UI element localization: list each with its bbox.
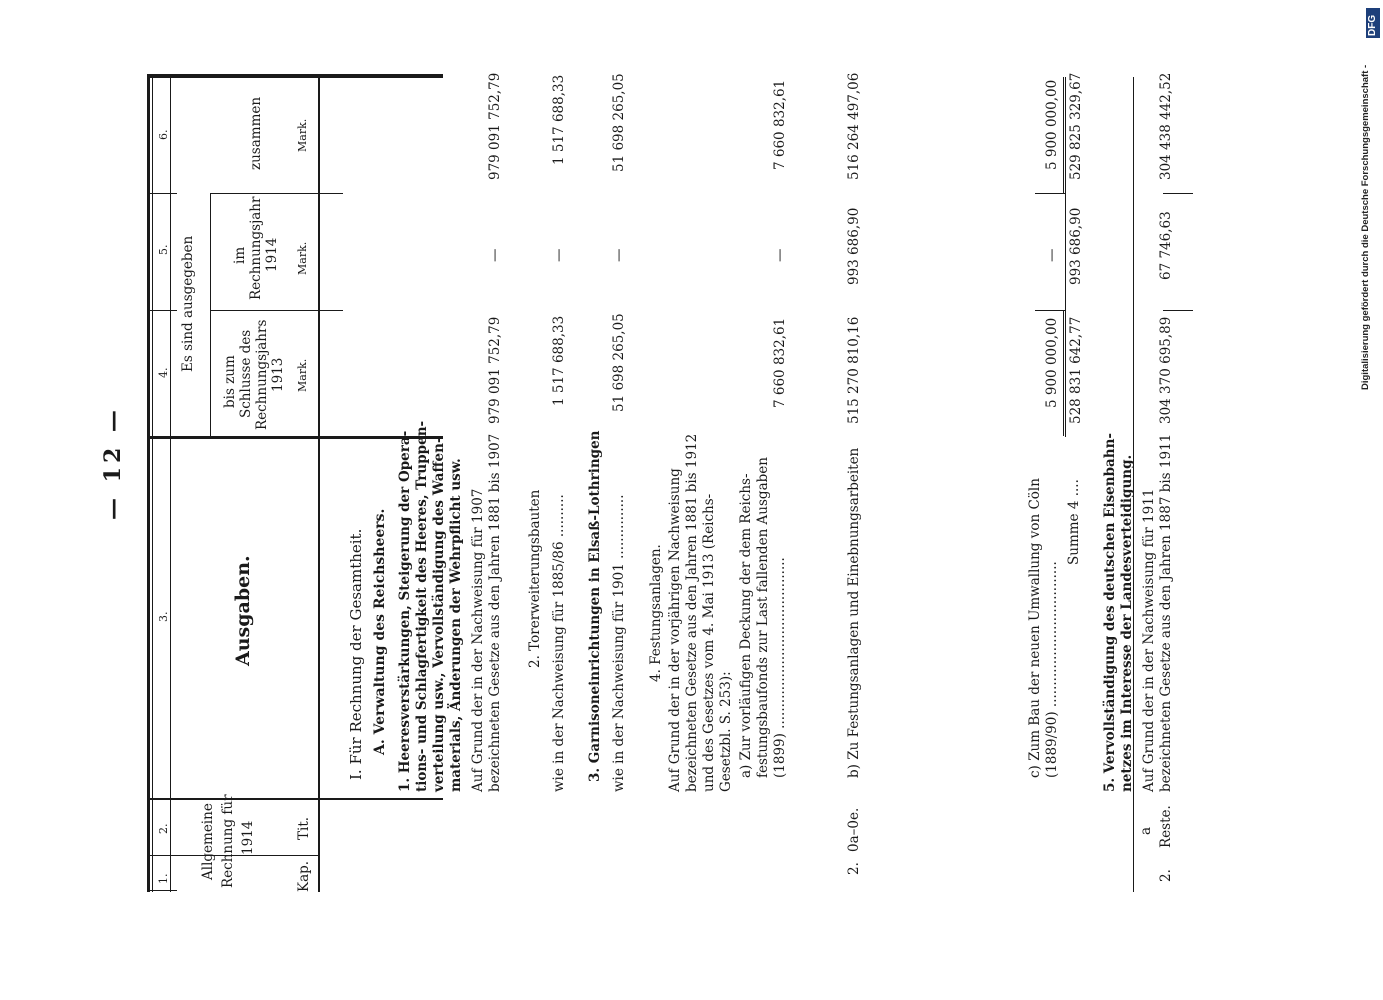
hdr-c4-1: bis zum xyxy=(222,355,238,408)
r3-c4: 51 698 265,05 xyxy=(611,313,627,412)
item3-line: wie in der Nachweisung für 1901 ............... xyxy=(611,494,627,792)
hdr-c5-1: im xyxy=(232,246,248,264)
hdr-c4-2: Schlusse des xyxy=(238,329,254,418)
rule-es-sind xyxy=(210,193,211,436)
rule-56-hdr xyxy=(210,193,318,194)
rule-header-body xyxy=(318,77,320,892)
sum4-c6: 529 825 329,67 xyxy=(1068,72,1084,180)
item5-line2: netzes im Interesse der Landesverteidigung. xyxy=(1119,454,1135,792)
hdr-allg-2: Rechnung für xyxy=(220,794,236,888)
rule-5-6 xyxy=(147,193,177,194)
col-num-4: 4. xyxy=(157,367,170,378)
item4-heading: 4. Festungsanlagen. xyxy=(648,544,664,682)
item2-line: wie in der Nachweisung für 1885/86 .......... xyxy=(551,494,567,792)
rule-top-thick xyxy=(147,74,443,77)
item5-line1: 5. Vervollständigung des deutschen Eisenbahn- xyxy=(1102,432,1118,792)
item1-line6: bezeichneten Gesetze aus den Jahren 1881 bis 1907 xyxy=(487,433,503,792)
r4b-c6: 516 264 497,06 xyxy=(846,72,862,180)
dfg-logo-icon xyxy=(1366,8,1380,38)
r4b-c5: 993 686,90 xyxy=(846,207,862,285)
rule-colnum xyxy=(170,77,171,892)
rule-sum-underline xyxy=(1065,77,1066,437)
sum4-c5: 993 686,90 xyxy=(1068,207,1084,285)
hdr-c5-2: Rechnungsjahr xyxy=(248,196,264,300)
r5-kap: 2. xyxy=(1158,869,1174,882)
hdr-kap: Kap. xyxy=(296,860,312,892)
hdr-c6-mark: Mark. xyxy=(296,118,309,152)
col-num-5: 5. xyxy=(157,244,170,255)
r4c-c5: — xyxy=(1044,248,1060,262)
item4c-line1: c) Zum Bau der neuen Umwallung von Cöln xyxy=(1027,478,1043,778)
item1-line3: verteilung usw., Vervollständigung des Waffen- xyxy=(431,437,447,792)
rule-12-hdr xyxy=(170,855,318,856)
hdr-tit: Tit. xyxy=(296,816,312,840)
r4b-c4: 515 270 810,16 xyxy=(846,316,862,424)
hdr-es-sind: Es sind ausgegeben xyxy=(180,235,196,372)
r5-tit-a: a xyxy=(1138,826,1154,835)
sum4-label: Summe 4 .... xyxy=(1066,479,1082,565)
r4b-kap: 2. xyxy=(846,862,862,875)
hdr-c5-3: 1914 xyxy=(264,237,280,272)
item1-line5: Auf Grund der in der Nachweisung für 1907 xyxy=(470,488,486,792)
r4c-c4: 5 900 000,00 xyxy=(1044,317,1060,408)
hdr-c6: zusammen xyxy=(248,96,264,170)
hdr-c5-mark: Mark. xyxy=(296,241,309,275)
item3-heading: 3. Garnisoneinrichtungen in Elsaß-Lothringen xyxy=(587,430,603,782)
page-number: — 12 — xyxy=(100,406,126,520)
r1-c6: 979 091 752,79 xyxy=(487,72,503,180)
rule-col6-top xyxy=(147,77,443,78)
item4-line1: Auf Grund der in der vorjährigen Nachweisung xyxy=(667,468,683,792)
item4-line4: Gesetzbl. S. 253): xyxy=(718,671,734,792)
r5-tit-b: Reste. xyxy=(1158,805,1174,848)
col-num-3: 3. xyxy=(157,611,170,622)
table-border-inner xyxy=(152,77,153,892)
r2-c4: 1 517 688,33 xyxy=(551,315,567,406)
sum-line-c6 xyxy=(1063,77,1064,193)
r4a-c4: 7 660 832,61 xyxy=(772,317,788,408)
item1-line1: 1. Heeresverstärkungen, Steigerung der Opera- xyxy=(397,430,413,792)
rule-56-sum xyxy=(1035,193,1065,194)
sum-line-c4 xyxy=(1063,310,1064,436)
rule-56-body xyxy=(318,193,343,194)
item4-line2: bezeichneten Gesetze aus den Jahren 1881 bis 1912 xyxy=(684,433,700,792)
heading-gesamtheit: I. Für Rechnung der Gesamtheit. xyxy=(347,528,365,780)
r1-c4: 979 091 752,79 xyxy=(487,316,503,424)
r4c-c6: 5 900 000,00 xyxy=(1044,79,1060,170)
r3-c5: — xyxy=(611,248,627,262)
r2-c6: 1 517 688,33 xyxy=(551,74,567,165)
rule-45-sum xyxy=(1035,310,1065,311)
rule-bottom xyxy=(147,890,177,891)
hdr-c4-4: 1913 xyxy=(270,357,286,392)
item1-line4: materials, Änderungen der Wehrpflicht usw. xyxy=(448,458,464,792)
heading-reichsheer: A. Verwaltung des Reichsheers. xyxy=(372,508,388,755)
item2-heading: 2. Torerweiterungsbauten xyxy=(527,489,543,668)
hdr-c4-mark: Mark. xyxy=(296,358,309,392)
r5-c6: 304 438 442,52 xyxy=(1158,72,1174,180)
item4b-line: b) Zu Festungsanlagen und Einebnungsarbeiten xyxy=(846,447,862,778)
rule-56-last xyxy=(1163,193,1193,194)
rule-2-3 xyxy=(147,798,443,800)
hdr-allg-3: 1914 xyxy=(240,820,256,855)
table-border-outer xyxy=(147,77,150,892)
dfg-watermark: Digitalisierung gefördert durch die Deutsche Forschungsgemeinschaft - xyxy=(1360,64,1371,390)
r4a-c5: — xyxy=(772,248,788,262)
rule-45-last xyxy=(1163,310,1193,311)
item4c-line2: (1889/90) .................................. xyxy=(1044,561,1060,778)
dfg-logo-text: DFG xyxy=(1367,14,1378,36)
hdr-ausgaben: Ausgaben. xyxy=(232,555,254,666)
r4b-tit: 0a–0e. xyxy=(846,807,862,852)
col-num-2: 2. xyxy=(157,823,170,834)
item5-line3: Auf Grund der in der Nachweisung für 1911 xyxy=(1141,488,1157,792)
r3-c6: 51 698 265,05 xyxy=(611,73,627,172)
rule-4-5 xyxy=(147,310,177,311)
hdr-allg-1: Allgemeine xyxy=(200,803,216,880)
r5-c4: 304 370 695,89 xyxy=(1158,316,1174,424)
sum4-c4: 528 831 642,77 xyxy=(1068,316,1084,424)
item4-line3: und des Gesetzes vom 4. Mai 1913 (Reichs- xyxy=(701,493,717,792)
item4a-line1: a) Zur vorläufigen Deckung der dem Reichs- xyxy=(738,473,754,778)
hdr-c4-3: Rechnungsjahrs xyxy=(254,319,270,430)
r1-c5: — xyxy=(487,248,503,262)
item1-line2: tions- und Schlagfertigkeit des Heeres, Truppen- xyxy=(414,420,430,792)
rule-45-hdr xyxy=(210,310,318,311)
item4a-line2: festungsbaufonds zur Last fallenden Ausgaben xyxy=(755,457,771,778)
r4a-c6: 7 660 832,61 xyxy=(772,79,788,170)
item4a-line3: (1899) ........................................ xyxy=(772,557,788,778)
item5-line4: bezeichneten Gesetze aus den Jahren 1887 bis 1911 xyxy=(1158,433,1174,792)
col-num-1: 1. xyxy=(157,873,170,884)
r5-c5: 67 746,63 xyxy=(1158,211,1174,280)
col-num-6: 6. xyxy=(157,129,170,140)
r2-c5: — xyxy=(551,248,567,262)
rule-45-body xyxy=(318,310,343,311)
